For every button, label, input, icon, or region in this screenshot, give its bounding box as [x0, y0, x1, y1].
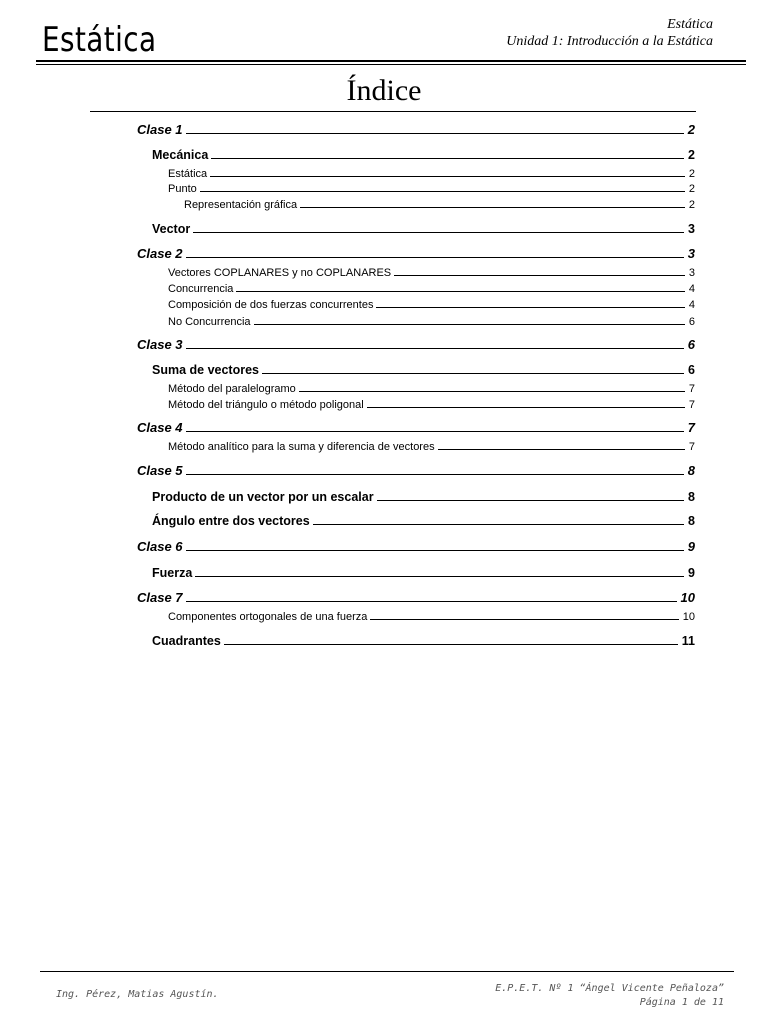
title-rule — [90, 111, 696, 112]
toc-entry-label: Vectores COPLANARES y no COPLANARES — [168, 267, 392, 279]
toc-entry-page: 10 — [680, 590, 695, 605]
header-subject: Estática — [667, 17, 713, 32]
toc-leader — [299, 390, 685, 392]
toc-entry-page: 8 — [687, 463, 695, 478]
toc-entry[interactable] — [137, 121, 695, 137]
toc-entry-page: 8 — [688, 490, 695, 504]
toc-leader — [186, 256, 684, 258]
toc-entry[interactable] — [168, 379, 695, 395]
toc-entry-label: Vector — [152, 222, 191, 236]
footer-info — [495, 982, 724, 1010]
page-title: Índice — [346, 74, 422, 107]
header-unit: Unidad 1: Introducción a la Estática — [506, 34, 713, 49]
toc-entry[interactable] — [152, 632, 695, 648]
toc-entry[interactable] — [137, 419, 695, 435]
toc-entry-label: Clase 6 — [137, 539, 183, 554]
toc-leader — [193, 231, 684, 233]
toc-entry-label: Concurrencia — [168, 283, 234, 295]
toc-leader — [377, 499, 684, 501]
toc-entry[interactable] — [168, 179, 695, 195]
footer-page-info: Página 1 de 11 — [639, 997, 724, 1008]
toc-entry-page: 2 — [688, 168, 695, 180]
toc-leader — [262, 372, 684, 374]
toc-entry[interactable] — [137, 336, 695, 352]
toc-leader — [313, 523, 684, 525]
toc-entry-page: 2 — [687, 122, 695, 137]
toc-leader — [186, 549, 684, 551]
toc-entry-page: 11 — [681, 634, 695, 648]
toc-entry-page: 9 — [688, 566, 695, 580]
toc-leader — [186, 473, 684, 475]
toc-entry-label: Clase 4 — [137, 420, 183, 435]
toc-leader — [236, 290, 684, 292]
toc-entry-label: Clase 7 — [137, 590, 183, 605]
toc-entry[interactable] — [168, 437, 695, 453]
toc-leader — [210, 175, 685, 177]
toc-entry[interactable] — [152, 564, 695, 580]
toc-entry-page: 8 — [688, 514, 695, 528]
toc-entry[interactable] — [168, 263, 695, 279]
toc-entry-label: Clase 3 — [137, 337, 183, 352]
toc-entry-label: Componentes ortogonales de una fuerza — [168, 611, 368, 623]
footer-school: E.P.E.T. Nº 1 “Ángel Vicente Peñaloza” — [495, 983, 724, 994]
toc-entry-page: 2 — [688, 199, 695, 211]
toc-entry[interactable] — [168, 607, 695, 623]
toc-entry[interactable] — [168, 312, 695, 328]
toc-entry-label: Mecánica — [152, 148, 209, 162]
toc-entry-label: Producto de un vector por un escalar — [152, 490, 374, 504]
toc-entry-label: Estática — [168, 168, 208, 180]
toc-entry[interactable] — [168, 295, 695, 311]
toc-entry[interactable] — [152, 220, 695, 236]
toc-entry-label: Clase 1 — [137, 122, 183, 137]
header-rule-thick — [36, 60, 746, 62]
toc-entry-page: 6 — [688, 316, 695, 328]
toc-leader — [224, 643, 678, 645]
toc-leader — [254, 323, 685, 325]
toc-leader — [186, 347, 684, 349]
toc-entry-label: Cuadrantes — [152, 634, 221, 648]
toc-entry-page: 2 — [688, 183, 695, 195]
toc-entry[interactable] — [168, 164, 695, 180]
toc-entry-label: Fuerza — [152, 566, 193, 580]
toc-entry[interactable] — [137, 538, 695, 554]
toc-entry-page: 6 — [687, 337, 695, 352]
toc-leader — [367, 406, 685, 408]
toc-entry-page: 7 — [688, 399, 695, 411]
toc-leader — [394, 274, 685, 276]
toc-entry[interactable] — [168, 395, 695, 411]
toc-entry[interactable] — [152, 146, 695, 162]
toc-leader — [376, 306, 684, 308]
toc-leader — [438, 448, 685, 450]
toc-entry[interactable] — [137, 245, 695, 261]
toc-entry[interactable] — [137, 462, 695, 478]
toc-entry-label: Suma de vectores — [152, 363, 259, 377]
toc-entry-label: Ángulo entre dos vectores — [152, 514, 310, 528]
toc-leader — [200, 190, 685, 192]
footer-rule — [40, 971, 734, 972]
toc-entry-page: 7 — [688, 383, 695, 395]
toc-leader — [186, 600, 677, 602]
toc-entry-label: Representación gráfica — [184, 199, 298, 211]
toc-entry-label: No Concurrencia — [168, 316, 251, 328]
toc-entry-label: Clase 5 — [137, 463, 183, 478]
toc-entry-page: 9 — [687, 539, 695, 554]
toc-entry-page: 7 — [688, 441, 695, 453]
toc-entry[interactable] — [168, 279, 695, 295]
toc-entry-label: Composición de dos fuerzas concurrentes — [168, 299, 374, 311]
toc-leader — [195, 575, 684, 577]
toc-leader — [186, 430, 684, 432]
toc-entry-page: 3 — [687, 246, 695, 261]
toc-leader — [370, 618, 678, 620]
header-info — [506, 16, 713, 50]
toc-leader — [211, 157, 684, 159]
toc-entry-label: Método del paralelogramo — [168, 383, 296, 395]
footer-author: Ing. Pérez, Matias Agustín. — [56, 989, 219, 1000]
toc-leader — [300, 206, 685, 208]
toc-entry-label: Punto — [168, 183, 197, 195]
toc-entry-page: 3 — [688, 222, 695, 236]
toc-entry[interactable] — [152, 488, 695, 504]
toc-entry-page: 4 — [688, 299, 695, 311]
toc-entry-page: 2 — [688, 148, 695, 162]
toc-entry[interactable] — [152, 512, 695, 528]
toc-entry-page: 6 — [688, 363, 695, 377]
toc-entry[interactable] — [137, 589, 695, 605]
toc-entry[interactable] — [184, 195, 695, 211]
toc-leader — [186, 132, 684, 134]
toc-entry-label: Clase 2 — [137, 246, 183, 261]
toc-entry-page: 10 — [682, 611, 695, 623]
toc-entry[interactable] — [152, 361, 695, 377]
header-logo: Estática — [42, 20, 157, 60]
toc-entry-label: Método analítico para la suma y diferencia de vectores — [168, 441, 435, 453]
toc-entry-page: 7 — [687, 420, 695, 435]
toc-entry-label: Método del triángulo o método poligonal — [168, 399, 364, 411]
toc-entry-page: 4 — [688, 283, 695, 295]
toc-entry-page: 3 — [688, 267, 695, 279]
header-rule-thin — [36, 64, 746, 65]
